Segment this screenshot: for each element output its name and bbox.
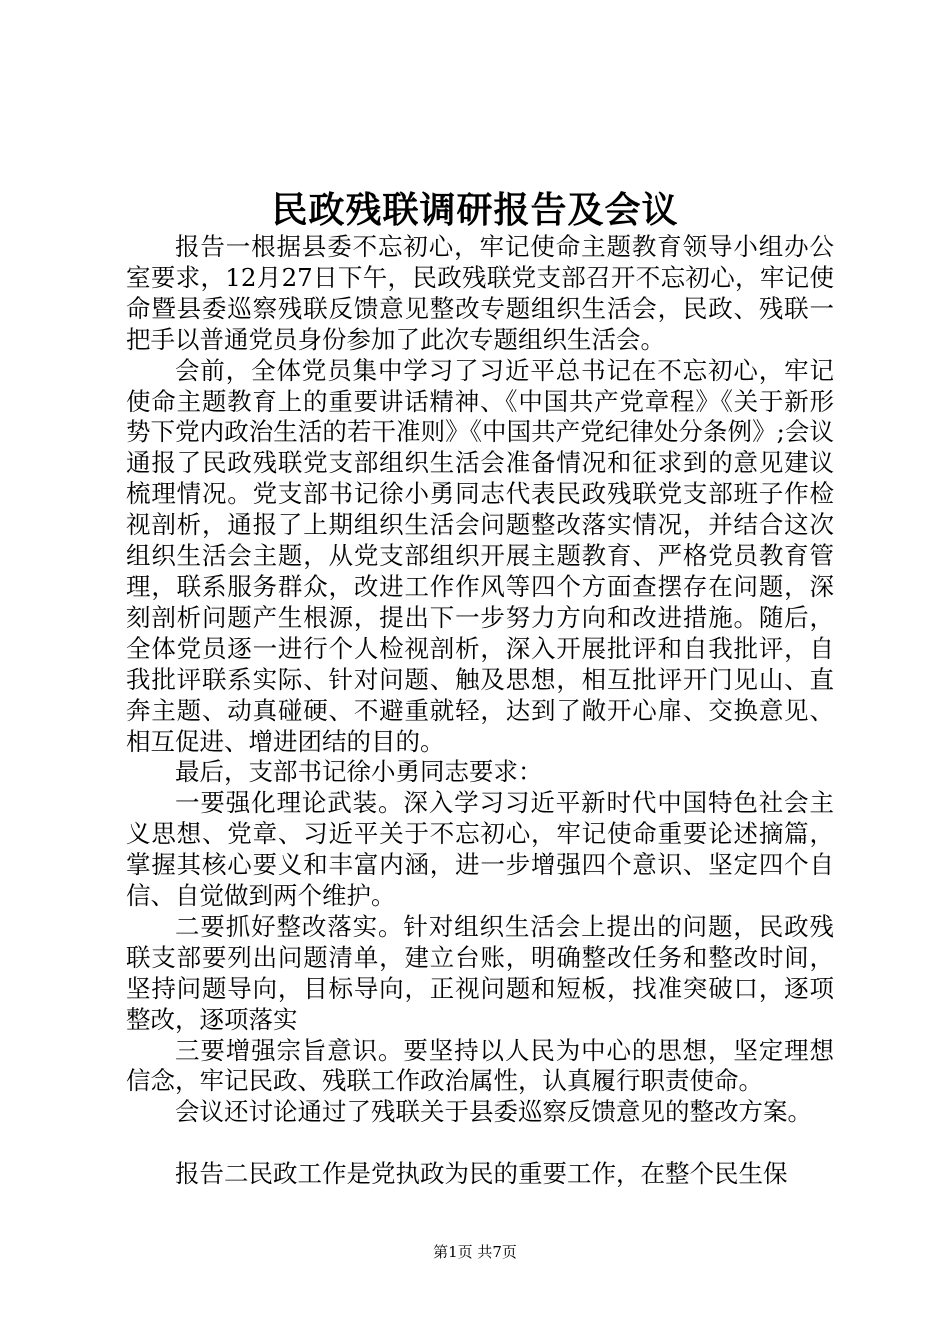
paragraph-requirement-one: 一要强化理论武装。深入学习习近平新时代中国特色社会主义思想、党章、习近平关于不忘初心，牢记使命重要论述摘篇，掌握其核心要义和丰富内涵，进一步增强四个意识、坚定四个自信、自觉做到两个维护。	[126, 788, 834, 911]
page-footer: 第1页 共7页	[433, 1243, 517, 1261]
paragraph-requirements-intro: 最后，支部书记徐小勇同志要求：	[175, 757, 543, 787]
paragraph-meeting-details: 会前，全体党员集中学习了习近平总书记在不忘初心，牢记使命主题教育上的重要讲话精神、《中国共产党章程》《关于新形势下党内政治生活的若干准则》《中国共产党纪律处分条例》;会议通报了民政残联党支部组织生活会准备情况和征求到的意见建议梳理情况。党支部书记徐小勇同志代表民政残联党支部班子作检视剖析，通报了上期组织生活会问题整改落实情况，并结合这次组织生活会主题，从党支部组织开展主题教育、严格党员教育管理，联系服务群众，改进工作作风等四个方面查摆存在问题，深刻剖析问题产生根源，提出下一步努力方向和改进措施。随后，全体党员逐一进行个人检视剖析，深入开展批评和自我批评，自我批评联系实际、针对问题、触及思想，相互批评开门见山、直奔主题、动真碰硬、不避重就轻，达到了敞开心扉、交换意见、相互促进、增进团结的目的。	[126, 355, 834, 756]
paragraph-report-one-intro: 报告一根据县委不忘初心，牢记使命主题教育领导小组办公室要求，12月27日下午，民政残联党支部召开不忘初心，牢记使命暨县委巡察残联反馈意见整改专题组织生活会，民政、残联一把手以普通党员身份参加了此次专题组织生活会。	[126, 232, 834, 354]
document-body	[126, 232, 834, 1190]
page-title: 民政残联调研报告及会议	[271, 189, 679, 231]
paragraph-requirement-three: 三要增强宗旨意识。要坚持以人民为中心的思想，坚定理想信念，牢记民政、残联工作政治属性，认真履行职责使命。	[126, 1035, 834, 1096]
paragraph-meeting-conclusion: 会议还讨论通过了残联关于县委巡察反馈意见的整改方案。	[175, 1097, 812, 1127]
paragraph-requirement-two: 二要抓好整改落实。针对组织生活会上提出的问题，民政残联支部要列出问题清单，建立台账，明确整改任务和整改时间，坚持问题导向，目标导向，正视问题和短板，找准突破口，逐项整改，逐项落实	[126, 911, 834, 1034]
paragraph-report-two-intro: 报告二民政工作是党执政为民的重要工作，在整个民生保	[175, 1159, 788, 1189]
